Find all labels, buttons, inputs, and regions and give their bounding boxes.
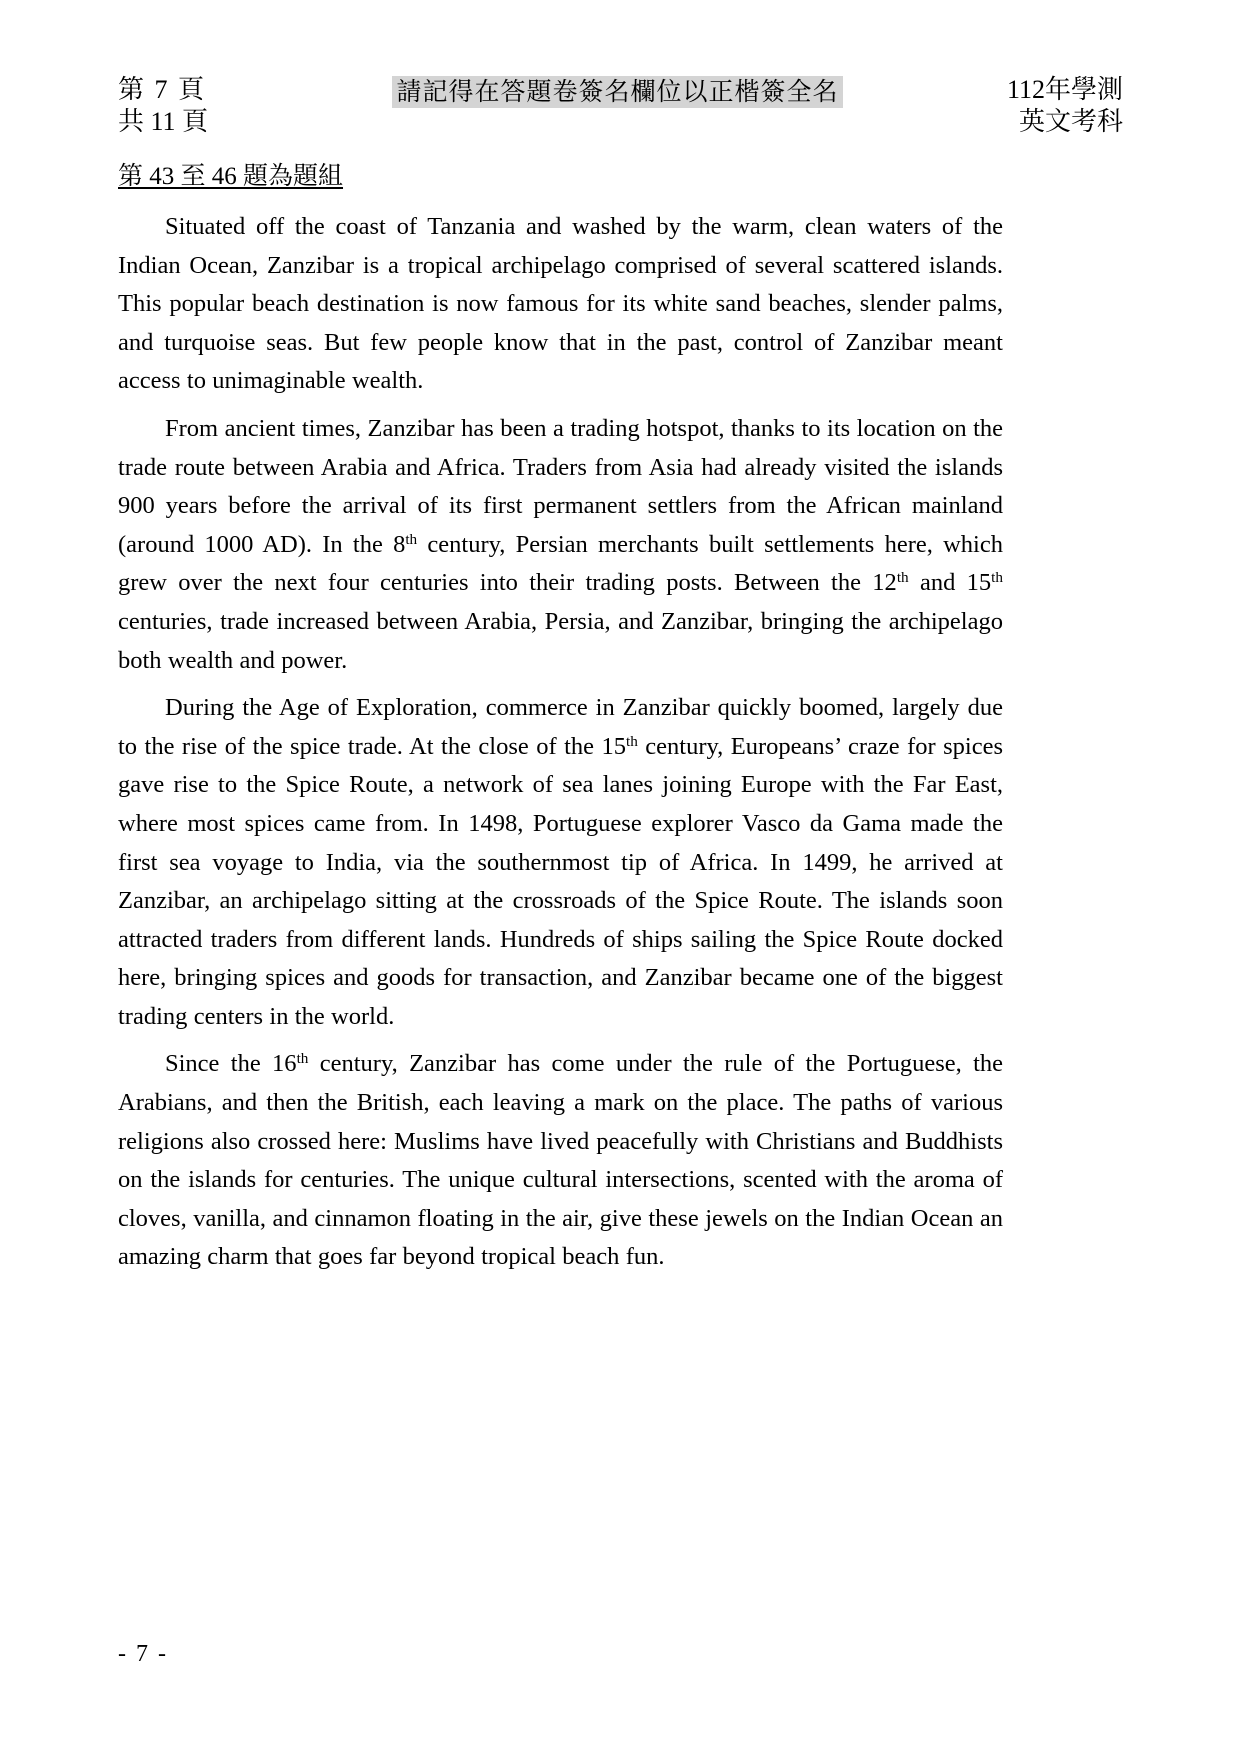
current-page-label: 第 7 頁 xyxy=(118,75,207,104)
total-pages-label: 共 11 頁 xyxy=(118,107,209,136)
ordinal-suffix-16th: th xyxy=(296,1050,309,1068)
exam-year-label: 112年學測 xyxy=(1006,75,1123,104)
header-exam-info xyxy=(1007,74,1123,138)
paragraph-1-text: Situated off the coast of Tanzania and washed by the warm, clean waters of the Indian Ocean, Zanzibar is a tropical archipelago comprised of several scattered islands. This popular beach destination is now famous for its white sand beaches, slender palms, and turquoise seas. But few people know that in the past, control of Zanzibar meant access to unimaginable wealth. xyxy=(118,213,1003,395)
page-header xyxy=(118,74,1123,138)
paragraph-2-text-part-3: and 15 xyxy=(908,569,992,597)
paragraph-3-text-part-2: century, Europeans’ craze for spices gave rise to the Spice Route, a network of sea lanes joining Europe with the Far East, where most spices came from. In 1498, Portuguese explorer Vasco da Gama made the first sea voyage to India, via the southernmost tip of Africa. In 1499, he arrived at Zanzibar, an archipelago sitting at the crossroads of the Spice Route. The islands soon attracted traders from different lands. Hundreds of ships sailing the Spice Route docked here, bringing spices and goods for transaction, and Zanzibar became one of the biggest trading centers in the world. xyxy=(118,732,1004,1030)
ordinal-suffix-12th: th xyxy=(896,569,909,587)
passage-paragraph-3 xyxy=(118,689,1003,1036)
passage-paragraph-2 xyxy=(118,410,1003,680)
header-page-count xyxy=(118,74,208,138)
exam-subject-label: 英文考科 xyxy=(1018,107,1123,136)
question-group-heading: 第 43 至 46 題為題組 xyxy=(118,163,344,190)
header-notice-area xyxy=(392,74,842,108)
page-content xyxy=(118,160,1003,1277)
paragraph-2-text-part-2: century, Persian merchants built settlements here, which grew over the next four centuries into their trading posts. Between the 12 xyxy=(118,530,1003,597)
paragraph-2-text-part-4: centuries, trade increased between Arabia, Persia, and Zanzibar, bringing the archipelago both wealth and power. xyxy=(118,607,1003,674)
paragraph-2-text-part-1: From ancient times, Zanzibar has been a trading hotspot, thanks to its location on the trade route between Arabia and Africa. Traders from Asia had already visited the islands 900 years before the arrival of its first permanent settlers from the African mainland (around 1000 AD). In the 8 xyxy=(118,414,1003,558)
paragraph-3-text-part-1: During the Age of Exploration, commerce in Zanzibar quickly boomed, largely due to the rise of the spice trade. At the close of the 15 xyxy=(118,694,1003,760)
paragraph-4-text-part-1: Since the 16 xyxy=(165,1050,297,1078)
footer-page-number: - 7 - xyxy=(118,1641,168,1667)
passage-paragraph-1 xyxy=(118,208,1003,401)
ordinal-suffix-15th-second: th xyxy=(626,732,638,750)
passage-paragraph-4 xyxy=(118,1045,1003,1277)
ordinal-suffix-15th: th xyxy=(991,569,1003,587)
ordinal-suffix-8th: th xyxy=(405,530,418,548)
signature-reminder-notice: 請記得在答題卷簽名欄位以正楷簽全名 xyxy=(392,76,842,108)
paragraph-4-text-part-2: century, Zanzibar has come under the rule of the Portuguese, the Arabians, and then the British, each leaving a mark on the place. The paths of various religions also crossed here: Muslims have lived peacefully with Christians and Buddhists on the islands for centuries. The unique cultural intersections, scented with the aroma of cloves, vanilla, and cinnamon floating in the air, give these jewels on the Indian Ocean an amazing charm that goes far beyond tropical beach fun. xyxy=(118,1050,1004,1271)
page-footer xyxy=(118,1640,168,1668)
